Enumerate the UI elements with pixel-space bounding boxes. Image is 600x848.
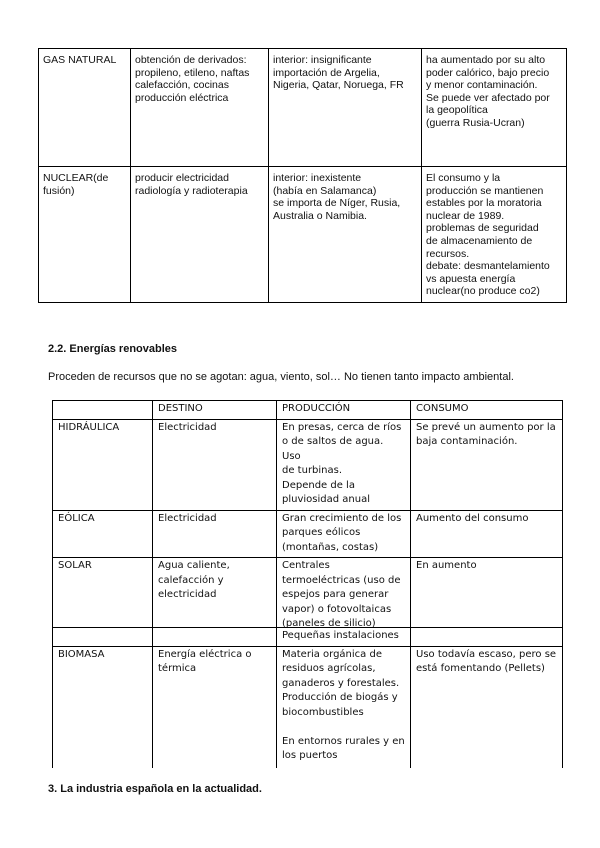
energy-name-cell: NUCLEAR(de fusión) bbox=[39, 167, 131, 303]
section-heading-renovables: 2.2. Energías renovables bbox=[48, 343, 178, 355]
energy-table-nonrenewable bbox=[38, 48, 567, 303]
table-row bbox=[53, 558, 563, 634]
energy-name-cell bbox=[53, 628, 153, 647]
uso-cell: producir electricidad radiología y radioterapia bbox=[131, 167, 269, 303]
produccion-cell: interior: insignificante importación de Argelia, Nigeria, Qatar, Noruega, FR bbox=[269, 49, 422, 167]
consumo-cell: Aumento del consumo bbox=[411, 510, 563, 558]
energy-name-cell: GAS NATURAL bbox=[39, 49, 131, 167]
consumo-cell: ha aumentado por su alto poder calórico, bajo precio y menor contaminación. Se puede ver afectado por la geopolítica (guerra Rusia-Ucran) bbox=[422, 49, 567, 167]
destino-cell: Electricidad bbox=[153, 419, 277, 510]
energy-name-cell: EÓLICA bbox=[53, 510, 153, 558]
consumo-cell: El consumo y la producción se mantienen estables por la moratoria nuclear de 1989. problemas de seguridad de almacenamiento de recursos. debate: desmantelamiento vs apuesta energía nuclear(no produce co2) bbox=[422, 167, 567, 303]
produccion-cell: interior: inexistente (había en Salamanca) se importa de Níger, Rusia, Australia o Namibia. bbox=[269, 167, 422, 303]
table-row bbox=[53, 646, 563, 768]
consumo-cell: En aumento bbox=[411, 558, 563, 634]
energy-table-renewable bbox=[52, 400, 563, 634]
energy-table-renewable-continued bbox=[52, 627, 563, 768]
energy-name-cell: BIOMASA bbox=[53, 646, 153, 768]
table-row bbox=[53, 419, 563, 510]
table-row bbox=[53, 510, 563, 558]
column-header-produccion: PRODUCCIÓN bbox=[277, 401, 411, 420]
destino-cell: Energía eléctrica o térmica bbox=[153, 646, 277, 768]
renovables-intro: Proceden de recursos que no se agotan: agua, viento, sol… No tienen tanto impacto ambiental. bbox=[48, 371, 514, 383]
produccion-cell: En presas, cerca de ríos o de saltos de agua. Uso de turbinas. Depende de la pluviosidad anual bbox=[277, 419, 411, 510]
destino-cell: Agua caliente, calefacción y electricidad bbox=[153, 558, 277, 634]
uso-cell: obtención de derivados: propileno, etileno, naftas calefacción, cocinas producción eléctrica bbox=[131, 49, 269, 167]
energy-name-cell: HIDRÁULICA bbox=[53, 419, 153, 510]
table-row bbox=[39, 49, 567, 167]
consumo-cell: Se prevé un aumento por la baja contaminación. bbox=[411, 419, 563, 510]
energy-name-cell: SOLAR bbox=[53, 558, 153, 634]
produccion-cell: Gran crecimiento de los parques eólicos (montañas, costas) bbox=[277, 510, 411, 558]
column-header-consumo: CONSUMO bbox=[411, 401, 563, 420]
destino-cell bbox=[153, 628, 277, 647]
table-row bbox=[39, 167, 567, 303]
produccion-cell: Materia orgánica de residuos agrícolas, ganaderos y forestales. Producción de biogás y biocombustibles En entornos rurales y en los puertos bbox=[277, 646, 411, 768]
column-header-destino: DESTINO bbox=[153, 401, 277, 420]
consumo-cell bbox=[411, 628, 563, 647]
produccion-cell: Centrales termoeléctricas (uso de espejos para generar vapor) o fotovoltaicas (paneles de silicio) bbox=[277, 558, 411, 634]
column-header bbox=[53, 401, 153, 420]
consumo-cell: Uso todavía escaso, pero se está fomentando (Pellets) bbox=[411, 646, 563, 768]
produccion-cell: Pequeñas instalaciones bbox=[277, 628, 411, 647]
section-heading-industria: 3. La industria española en la actualidad. bbox=[48, 783, 262, 795]
destino-cell: Electricidad bbox=[153, 510, 277, 558]
table-row bbox=[53, 628, 563, 647]
table-header-row bbox=[53, 401, 563, 420]
